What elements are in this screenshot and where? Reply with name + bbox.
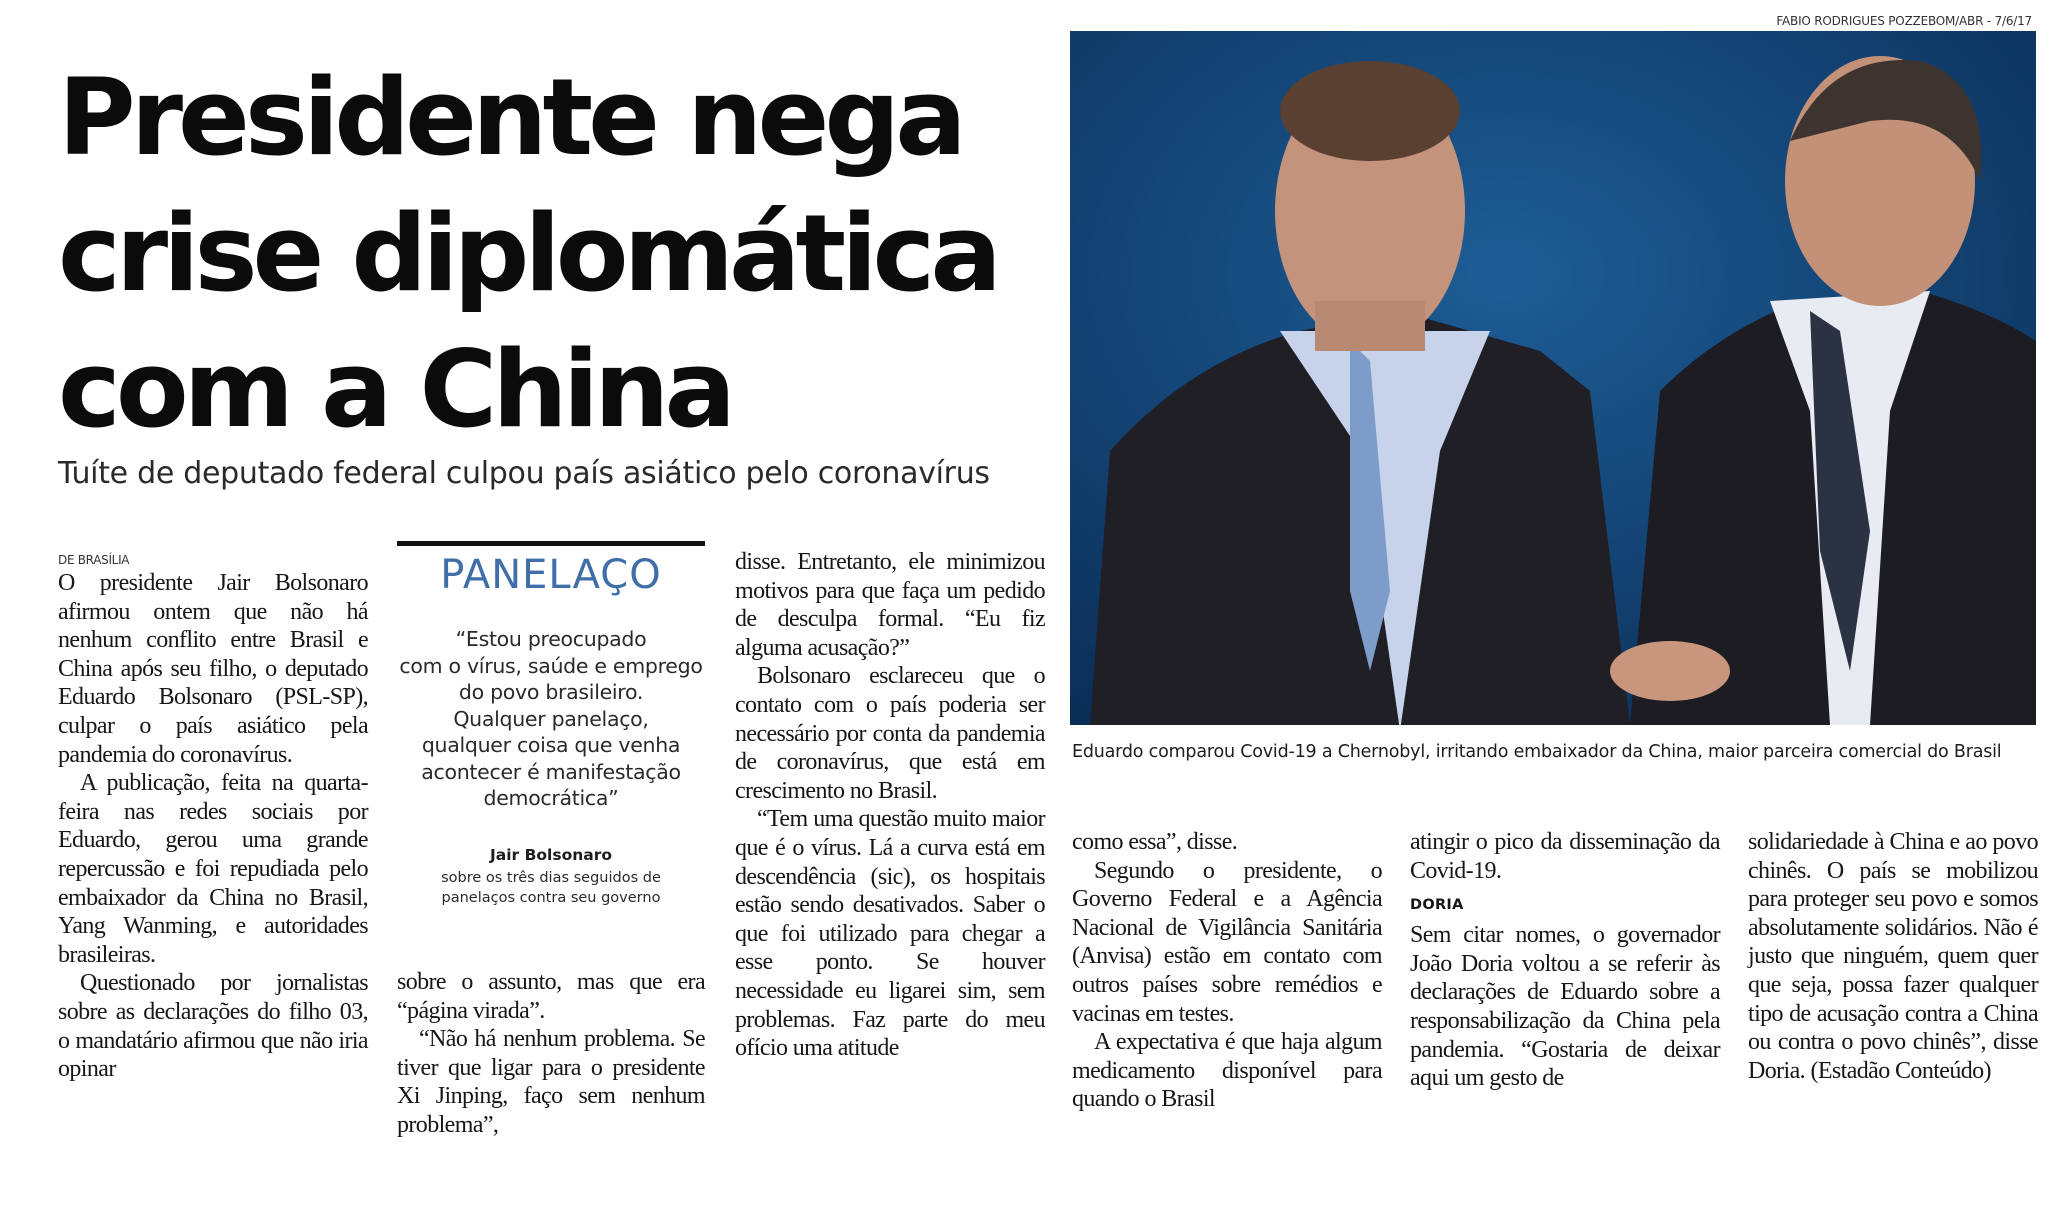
headline bbox=[58, 50, 1038, 458]
pullquote-line: Qualquer panelaço, bbox=[453, 706, 649, 731]
paragraph: Questionado por jornalistas sobre as declarações do filho 03, o mandatário afirmou que não iria opinar bbox=[58, 970, 368, 1083]
paragraph: “Não há nenhum problema. Se tiver que ligar para o presidente Xi Jinping, faço sem nenhum problema”, bbox=[397, 1026, 705, 1138]
headline-line-2: crise diplomática bbox=[58, 192, 997, 315]
pullquote-text bbox=[397, 626, 705, 812]
pullquote-author: Jair Bolsonaro bbox=[489, 846, 613, 864]
photo-credit: FABIO RODRIGUES POZZEBOM/ABR - 7/6/17 bbox=[1776, 14, 2032, 28]
article-column-6 bbox=[1748, 828, 2038, 1085]
pullquote-rule bbox=[397, 541, 705, 546]
article-column-4 bbox=[1072, 828, 1382, 1114]
paragraph: Bolsonaro esclareceu que o contato com o país poderia ser necessário por conta da pandemia de coronavírus, que está em crescimento no Brasil. bbox=[735, 663, 1045, 804]
pullquote-line: acontecer é manifestação bbox=[421, 759, 681, 784]
news-photo bbox=[1070, 31, 2036, 725]
paragraph: disse. Entretanto, ele minimizou motivos para que faça um pedido de desculpa formal. “Eu fiz alguma acusação?” bbox=[735, 549, 1045, 661]
paragraph: A expectativa é que haja algum medicamento disponível para quando o Brasil bbox=[1072, 1029, 1382, 1113]
paragraph: solidariedade à China e ao povo chinês. O país se mobilizou para proteger seu povo e somos absolutamente solidários. Não é justo que ninguém, quem quer que seja, possa fazer qualquer tipo de acusação contra a China ou contra o povo chinês”, disse Doria. (Estadão Conteúdo) bbox=[1748, 829, 2038, 1084]
pullquote-line: qualquer coisa que venha bbox=[421, 733, 681, 757]
subheadline: Tuíte de deputado federal culpou país asiático pelo coronavírus bbox=[58, 456, 990, 491]
paragraph: sobre o assunto, mas que era “página virada”. bbox=[397, 969, 705, 1024]
pullquote-line: com o vírus, saúde e emprego bbox=[399, 653, 703, 678]
paragraph: Segundo o presidente, o Governo Federal e a Agência Nacional de Vigilância Sanitária (Anvisa) estão em contato com outros países sobre remédios e vacinas em testes. bbox=[1072, 857, 1382, 1027]
pullquote-line: “Estou preocupado bbox=[455, 627, 647, 651]
paragraph: como essa”, disse. bbox=[1072, 829, 1238, 855]
photo-caption: Eduardo comparou Covid-19 a Chernobyl, irritando embaixador da China, maior parceira comercial do Brasil bbox=[1072, 742, 2002, 762]
headline-line-1: Presidente nega bbox=[58, 56, 962, 179]
pullquote-line: democrática” bbox=[483, 786, 619, 810]
pullquote-context-line: panelaços contra seu governo bbox=[441, 890, 661, 906]
article-column-1 bbox=[58, 569, 368, 1084]
article-column-2 bbox=[397, 968, 705, 1140]
article-column-5 bbox=[1410, 828, 1720, 1093]
article-column-3 bbox=[735, 548, 1045, 1063]
pullquote-context-line: sobre os três dias seguidos de bbox=[441, 870, 661, 886]
dateline: DE BRASÍLIA bbox=[58, 553, 130, 567]
paragraph: O presidente Jair Bolsonaro afirmou ontem que não há nenhum conflito entre Brasil e China após seu filho, o deputado Eduardo Bolsonaro (PSL-SP), culpar o país asiático pela pandemia do coronavírus. bbox=[58, 570, 368, 768]
pullquote-context bbox=[430, 868, 672, 908]
pullquote-line: do povo brasileiro. bbox=[458, 680, 644, 704]
paragraph: atingir o pico da disseminação da Covid-19. bbox=[1410, 829, 1720, 884]
section-heading-doria: DORIA bbox=[1410, 897, 1464, 914]
paragraph: A publicação, feita na quarta-feira nas redes sociais por Eduardo, gerou uma grande repercussão e foi repudiada pelo embaixador da China no Brasil, Yang Wanming, e autoridades brasileiras. bbox=[58, 770, 368, 968]
pullquote-title: PANELAÇO bbox=[440, 552, 662, 598]
paragraph: Sem citar nomes, o governador João Doria voltou a se referir às declarações de Eduardo sobre a responsabilização da China pela pandemia. “Gostaria de deixar aqui um gesto de bbox=[1410, 922, 1720, 1092]
paragraph: “Tem uma questão muito maior que é o vírus. Lá a curva está em descendência (sic), os hospitais estão sendo desativados. Saber o que foi utilizado para chegar a esse ponto. Se houver necessidade eu ligarei sim, sem problemas. Faz parte do meu ofício uma atitude bbox=[735, 806, 1045, 1062]
headline-line-3: com a China bbox=[58, 328, 732, 451]
